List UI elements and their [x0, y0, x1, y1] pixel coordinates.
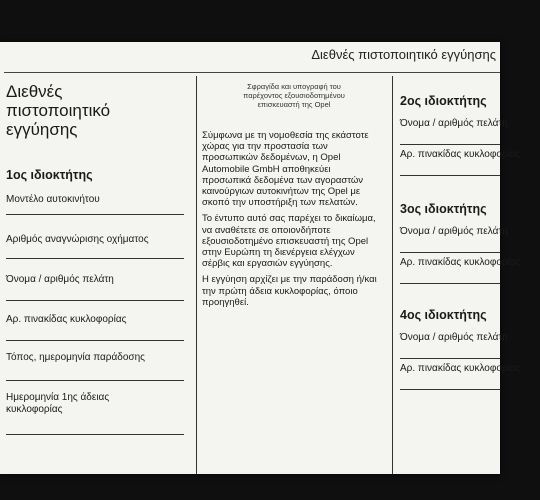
- owner-4-customer-line[interactable]: [400, 358, 500, 359]
- owner-3-customer-label: Όνομα / αριθμός πελάτη: [400, 226, 508, 237]
- owner-3-title: 3ος ιδιοκτήτης: [400, 202, 487, 216]
- plate-label: Αρ. πινακίδας κυκλοφορίας: [6, 314, 127, 325]
- customer-field[interactable]: [6, 274, 184, 301]
- owner-4-customer-label: Όνομα / αριθμός πελάτη: [400, 332, 508, 343]
- owner-2-plate-line[interactable]: [400, 175, 500, 176]
- first-registration-line: [6, 434, 184, 435]
- first-registration-field[interactable]: [6, 392, 184, 435]
- owner-2-customer-label: Όνομα / αριθμός πελάτη: [400, 118, 508, 129]
- page-title-line-1: Διεθνές: [6, 82, 63, 101]
- owner-3-block: [400, 202, 540, 284]
- model-field[interactable]: [6, 194, 184, 215]
- customer-label: Όνομα / αριθμός πελάτη: [6, 274, 114, 285]
- model-label: Μοντέλο αυτοκινήτου: [6, 194, 100, 205]
- owner-4-title: 4ος ιδιοκτήτης: [400, 308, 487, 322]
- stamp-caption-line-1: Σφραγίδα και υπογραφή του: [247, 82, 341, 91]
- delivery-label: Τόπος, ημερομηνία παράδοσης: [6, 352, 145, 363]
- vin-label: Αριθμός αναγνώρισης οχήματος: [6, 234, 149, 245]
- right-column: [400, 82, 521, 474]
- plate-field[interactable]: [6, 314, 184, 341]
- stamp-caption: [210, 82, 378, 109]
- warranty-start-paragraph: Η εγγύηση αρχίζει με την παράδοση ή/και την πρώτη άδεια κυκλοφορίας, όποιο προηγηθεί.: [202, 274, 377, 308]
- owner-2-customer-line[interactable]: [400, 144, 500, 145]
- card-header-title: Διεθνές πιστοποιητικό εγγύησης: [311, 47, 496, 62]
- column-divider-left: [196, 76, 197, 474]
- middle-column: [202, 82, 386, 474]
- stamp-caption-line-2: παρέχοντος εξουσιοδοτημένου: [243, 91, 345, 100]
- owner-2-plate-label: Αρ. πινακίδας κυκλοφορίας: [400, 149, 521, 160]
- header-divider: [4, 72, 500, 73]
- owner-2-block: [400, 94, 540, 176]
- stamp-caption-line-3: επισκευαστή της Opel: [257, 100, 331, 109]
- left-column: [6, 82, 184, 474]
- owner-2-title: 2ος ιδιοκτήτης: [400, 94, 487, 108]
- delivery-field[interactable]: [6, 352, 184, 381]
- owner-1-title: 1ος ιδιοκτήτης: [6, 168, 93, 182]
- column-divider-right: [392, 76, 393, 474]
- vin-line: [6, 258, 184, 259]
- legal-text: [202, 130, 382, 313]
- owner-3-plate-label: Αρ. πινακίδας κυκλοφορίας: [400, 257, 521, 268]
- plate-line: [6, 340, 184, 341]
- customer-line: [6, 300, 184, 301]
- data-protection-paragraph: Σύμφωνα με τη νομοθεσία της εκάστοτε χώρας για την προστασία των προσωπικών δεδομένων, η Opel Automobile GmbH αποθηκεύει προσωπικά δεδομένα των αγοραστών καινούργιων αυτοκινήτων της Opel με σκοπό την υποστήριξη των πελατών.: [202, 130, 369, 209]
- service-rights-paragraph: Το έντυπο αυτό σας παρέχει το δικαίωμα, να αναθέτετε σε οποιονδήποτε εξουσιοδοτημένο επισκευαστή της Opel στην Ευρώπη τη διενέργεια ελέγχων σέρβις και εργασιών εγγύησης.: [202, 213, 376, 270]
- vin-field[interactable]: [6, 234, 184, 259]
- model-line: [6, 214, 184, 215]
- page-title-line-3: εγγύησης: [6, 120, 78, 139]
- first-registration-label-1: Ημερομηνία 1ης άδειας: [6, 392, 110, 403]
- owner-4-block: [400, 308, 540, 390]
- first-registration-label-2: κυκλοφορίας: [6, 404, 63, 415]
- owner-3-plate-line[interactable]: [400, 283, 500, 284]
- owner-3-customer-line[interactable]: [400, 252, 500, 253]
- page-title: [6, 82, 184, 139]
- warranty-card: [0, 42, 521, 474]
- delivery-line: [6, 380, 184, 381]
- owner-4-plate-line[interactable]: [400, 389, 500, 390]
- page-title-line-2: πιστοποιητικό: [6, 101, 111, 120]
- owner-4-plate-label: Αρ. πινακίδας κυκλοφορίας: [400, 363, 521, 374]
